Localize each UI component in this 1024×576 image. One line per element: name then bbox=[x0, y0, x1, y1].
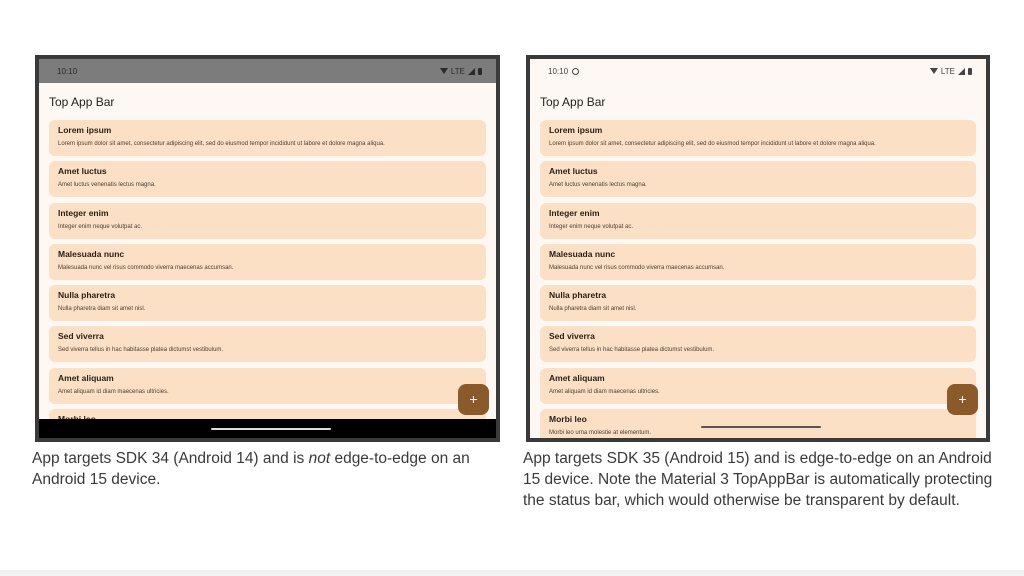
network-label: LTE bbox=[940, 66, 955, 76]
item-list[interactable] bbox=[49, 120, 486, 442]
list-item-body: Amet luctus venenatis lectus magna. bbox=[58, 182, 156, 189]
gesture-handle[interactable] bbox=[211, 428, 331, 430]
list-item[interactable] bbox=[540, 203, 976, 239]
list-item-body: Lorem ipsum dolor sit amet, consectetur adipiscing elit, sed do eiusmod tempor incididunt ut labore et dolore magna aliqua. bbox=[58, 141, 385, 147]
list-item-title: Malesuada nunc bbox=[549, 248, 616, 259]
top-app-bar-title: Top App Bar bbox=[49, 94, 115, 109]
status-bar bbox=[39, 59, 496, 83]
device-right-sdk35 bbox=[526, 55, 990, 442]
list-item-title: Malesuada nunc bbox=[58, 248, 125, 259]
status-time: 10:10 bbox=[548, 66, 569, 76]
list-item-title: Amet luctus bbox=[549, 166, 598, 177]
list-item-title: Sed viverra bbox=[58, 331, 104, 342]
list-item-body: Morbi leo urna molestie at elementum. bbox=[549, 430, 652, 437]
wifi-icon bbox=[930, 68, 938, 74]
item-list[interactable] bbox=[540, 120, 976, 442]
list-item-body: Lorem ipsum dolor sit amet, consectetur adipiscing elit, sed do eiusmod tempor incididunt ut labore et dolore magna aliqua. bbox=[549, 141, 876, 147]
list-item-body: Integer enim neque volutpat ac. bbox=[549, 223, 634, 230]
list-item[interactable] bbox=[49, 120, 486, 156]
list-item[interactable] bbox=[49, 368, 486, 404]
list-item[interactable] bbox=[540, 285, 976, 321]
list-item-body: Malesuada nunc vel risus commodo viverra maecenas accumsan. bbox=[549, 264, 725, 271]
list-item-title: Sed viverra bbox=[549, 331, 595, 342]
top-app-bar-title: Top App Bar bbox=[540, 94, 606, 109]
list-item-body: Nulla pharetra diam sit amet nisl. bbox=[549, 306, 637, 313]
list-item-title: Integer enim bbox=[549, 207, 600, 218]
list-item[interactable] bbox=[49, 326, 486, 362]
list-item[interactable] bbox=[49, 244, 486, 280]
top-app-bar bbox=[39, 83, 496, 120]
battery-icon bbox=[478, 68, 482, 75]
list-item[interactable] bbox=[540, 120, 976, 156]
device-left-sdk34 bbox=[35, 55, 500, 442]
list-item-title: Lorem ipsum bbox=[58, 125, 112, 135]
list-item-body: Integer enim neque volutpat ac. bbox=[58, 223, 143, 230]
caption-left bbox=[32, 448, 517, 490]
list-item-body: Amet luctus venenatis lectus magna. bbox=[549, 182, 647, 189]
bottom-divider bbox=[0, 570, 1024, 576]
list-item-body: Sed viverra tellus in hac habitasse platea dictumst vestibulum. bbox=[549, 347, 715, 354]
list-item-body: Amet aliquam id diam maecenas ultricies. bbox=[549, 388, 660, 395]
list-item[interactable] bbox=[540, 161, 976, 197]
top-app-bar bbox=[530, 83, 986, 120]
list-item-title: Nulla pharetra bbox=[58, 290, 116, 301]
gesture-handle[interactable] bbox=[701, 426, 821, 428]
list-item[interactable] bbox=[540, 244, 976, 280]
list-item-title: Morbi leo bbox=[549, 414, 587, 425]
signal-icon bbox=[958, 68, 965, 75]
list-item-title: Integer enim bbox=[58, 207, 109, 218]
caption-right: App targets SDK 35 (Android 15) and is edge-to-edge on an Android 15 device. Note the Material 3 TopAppBar is automatically protecting the status bar, which would otherwise be transparent by default. bbox=[523, 450, 993, 509]
list-item[interactable] bbox=[49, 203, 486, 239]
plus-icon: + bbox=[469, 391, 478, 407]
caption-left-emphasis: not bbox=[308, 450, 331, 467]
list-item[interactable] bbox=[540, 326, 976, 362]
list-item[interactable] bbox=[49, 161, 486, 197]
caption-left-post: edge-to-edge on an Android 15 device. bbox=[32, 450, 470, 488]
plus-icon: + bbox=[958, 391, 967, 407]
list-item-body: Sed viverra tellus in hac habitasse platea dictumst vestibulum. bbox=[58, 347, 224, 354]
fab-add-button[interactable] bbox=[947, 384, 978, 415]
wifi-icon bbox=[440, 68, 448, 74]
list-item-title: Amet aliquam bbox=[549, 372, 605, 383]
signal-icon bbox=[468, 68, 475, 75]
status-bar bbox=[530, 59, 986, 83]
list-item-title: Amet aliquam bbox=[58, 372, 114, 383]
caption-left-pre: App targets SDK 34 (Android 14) and is bbox=[32, 450, 309, 467]
list-item-title: Amet luctus bbox=[58, 166, 107, 177]
battery-icon bbox=[968, 68, 972, 75]
list-item-body: Malesuada nunc vel risus commodo viverra maecenas accumsan. bbox=[58, 264, 234, 271]
network-label: LTE bbox=[450, 66, 465, 76]
list-item-title: Lorem ipsum bbox=[549, 125, 603, 135]
fab-add-button[interactable] bbox=[458, 384, 489, 415]
list-item-body: Nulla pharetra diam sit amet nisl. bbox=[58, 306, 146, 313]
list-item[interactable] bbox=[49, 285, 486, 321]
list-item-body: Amet aliquam id diam maecenas ultricies. bbox=[58, 388, 169, 395]
list-item-title: Nulla pharetra bbox=[549, 290, 607, 301]
status-time: 10:10 bbox=[57, 66, 78, 76]
alarm-icon bbox=[572, 68, 579, 75]
list-item[interactable] bbox=[540, 368, 976, 404]
